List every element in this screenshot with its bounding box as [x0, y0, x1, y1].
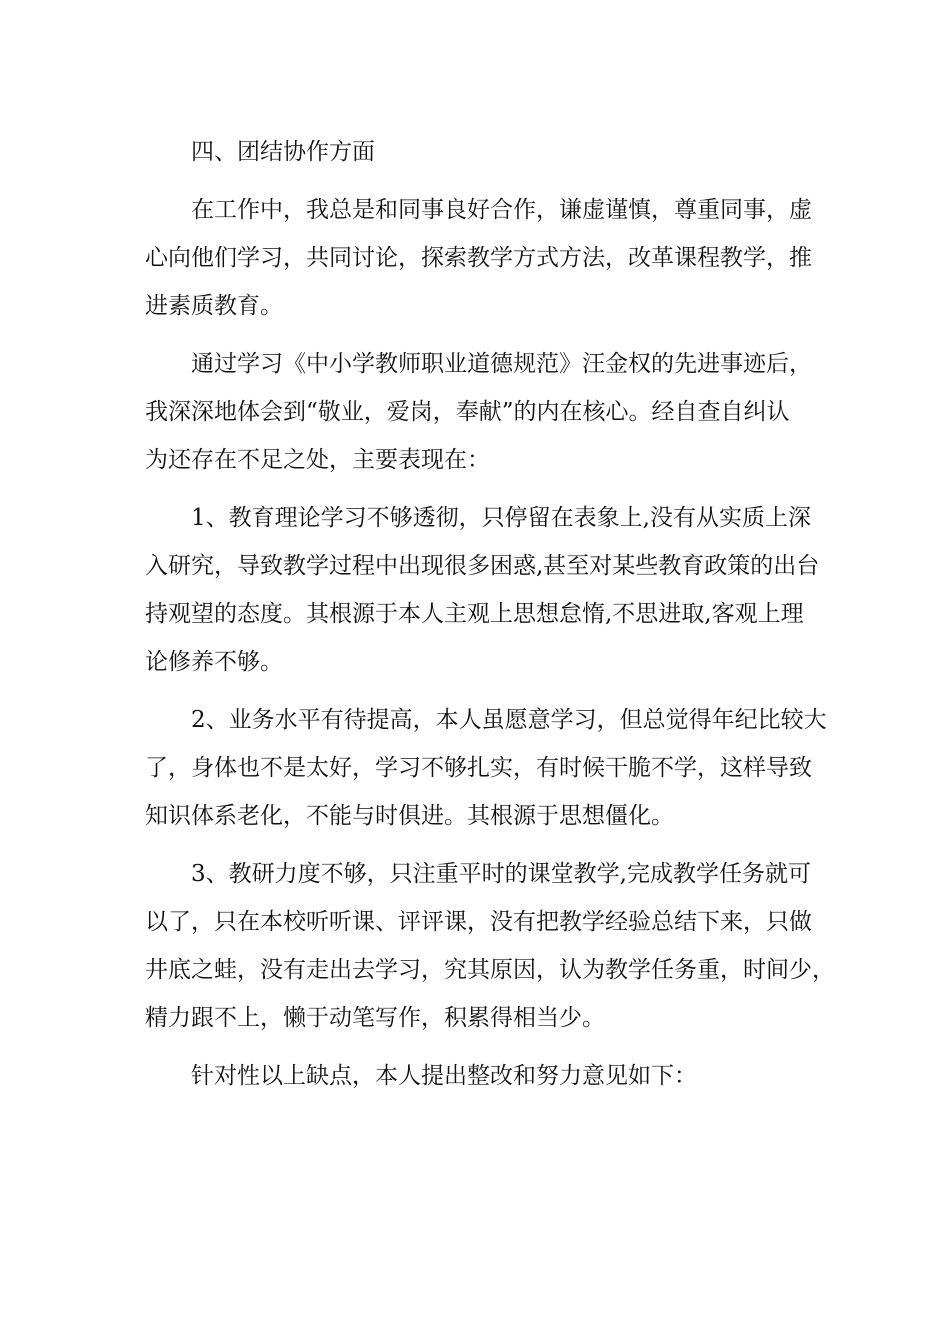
paragraph-improvement-intro [145, 1052, 807, 1100]
paragraph-issue-3 [145, 850, 835, 1042]
paragraph-teamwork [145, 186, 812, 330]
paragraph-line: 持观望的态度。其根源于本人主观上思想怠惰,不思进取,客观上理 [145, 601, 804, 627]
paragraph-line: 以了，只在本校听听课、评评课，没有把教学经验总结下来，只做 [145, 909, 812, 935]
paragraph-line: 进素质教育。 [145, 293, 283, 319]
section-heading: 四、团结协作方面 [191, 139, 375, 165]
paragraph-line: 知识体系老化，不能与时俱进。其根源于思想僵化。 [145, 803, 674, 829]
paragraph-line: 了，身体也不是太好，学习不够扎实，有时候干脆不学，这样导致 [145, 755, 812, 781]
paragraph-self-review [145, 340, 812, 484]
paragraph-line: 3、教研力度不够，只注重平时的课堂教学,完成教学任务就可 [191, 861, 811, 887]
paragraph-line: 通过学习《中小学教师职业道德规范》汪金权的先进事迹后， [191, 351, 812, 377]
paragraph-line: 精力跟不上，懒于动笔写作，积累得相当少。 [145, 1005, 605, 1031]
paragraph-line: 我深深地体会到“敬业，爱岗，奉献”的内在核心。经自查自纠认 [145, 399, 790, 425]
paragraph-line: 论修养不够。 [145, 649, 283, 675]
paragraph-line: 为还存在不足之处，主要表现在： [145, 447, 490, 473]
paragraph-line: 针对性以上缺点，本人提出整改和努力意见如下： [191, 1063, 697, 1089]
paragraph-line: 心向他们学习，共同讨论，探索教学方式方法，改革课程教学，推 [145, 245, 812, 271]
paragraph-line: 入研究，导致教学过程中出现很多困惑,甚至对某些教育政策的出台 [145, 553, 820, 579]
paragraph-issue-2 [145, 696, 827, 840]
paragraph-line: 1、教育理论学习不够透彻，只停留在表象上,没有从实质上深 [191, 505, 811, 531]
paragraph-line: 在工作中，我总是和同事良好合作，谦虚谨慎，尊重同事，虚 [191, 197, 812, 223]
document-page [145, 128, 835, 1100]
paragraph-line: 2、业务水平有待提高，本人虽愿意学习，但总觉得年纪比较大 [191, 707, 827, 733]
paragraph-line: 井底之蛙，没有走出去学习，究其原因，认为教学任务重，时间少， [145, 957, 835, 983]
paragraph-issue-1 [145, 494, 820, 686]
